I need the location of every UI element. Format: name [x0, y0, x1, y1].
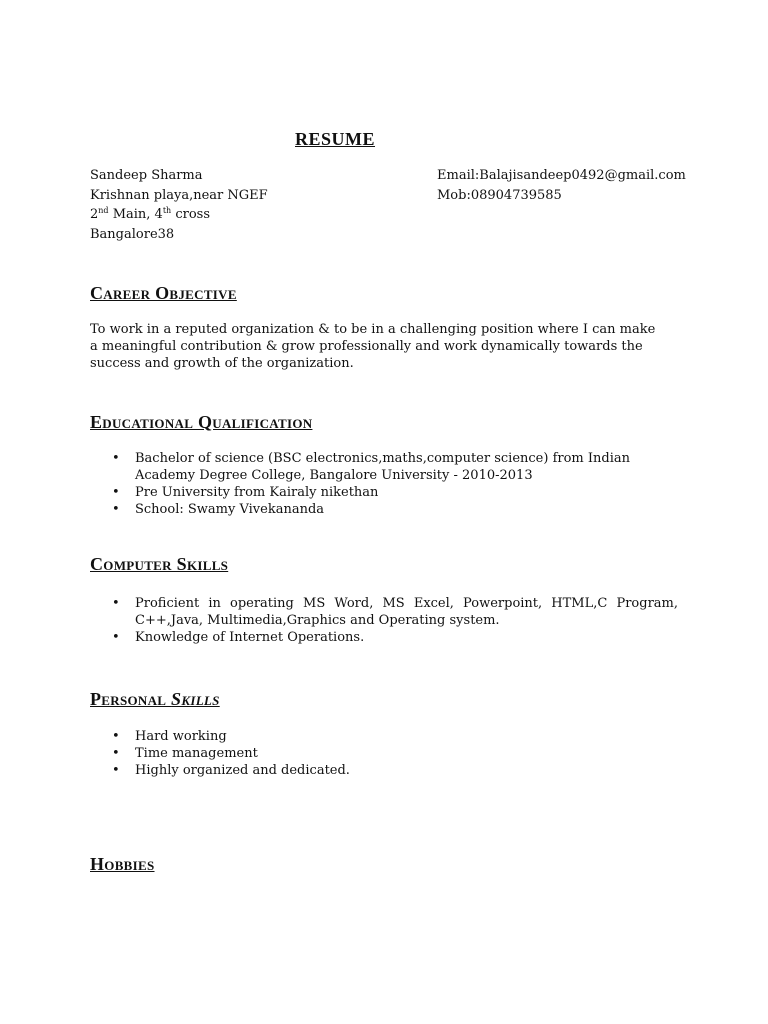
address-line-2: 2nd Main, 4th cross — [90, 206, 210, 222]
list-item: • Highly organized and dedicated. — [112, 763, 350, 778]
mobile-text: Mob:08904739585 — [437, 187, 562, 203]
list-item: • Proficient in operating MS Word, MS Excel, Powerpoint, HTML,C Program, C++,Java, Multimedia,Graphics and Operating system. — [112, 596, 678, 628]
resume-title: RESUME — [295, 129, 376, 149]
candidate-name: Sandeep Sharma — [90, 168, 203, 183]
list-item: • Knowledge of Internet Operations. — [112, 630, 365, 645]
list-item: • Pre University from Kairaly nikethan — [112, 485, 379, 500]
career-objective-text: To work in a reputed organization & to be in a challenging position where I can make a meaningful contribution & grow professionally and work dynamically towards the success and growth of the organization. — [90, 322, 656, 371]
address-city: Bangalore38 — [90, 226, 175, 242]
list-item: • Time management — [112, 746, 258, 761]
education-heading: Educational Qualification — [90, 412, 313, 432]
contact-address-block — [90, 166, 268, 244]
contact-info-block — [437, 166, 686, 205]
address-line-1: Krishnan playa,near NGEF — [90, 187, 268, 203]
education-list — [90, 450, 675, 518]
list-item: • Bachelor of science (BSC electronics,maths,computer science) from Indian Academy Degree College, Bangalore University - 2010-2013 — [112, 451, 630, 483]
hobbies-heading: Hobbies — [90, 854, 155, 874]
list-item: • School: Swamy Vivekananda — [112, 502, 325, 517]
computer-skills-list — [90, 595, 678, 646]
list-item: • Hard working — [112, 729, 227, 744]
email-text: Email:Balajisandeep0492@gmail.com — [437, 168, 686, 183]
personal-skills-heading: Personal Skills — [90, 689, 220, 709]
computer-skills-heading: Computer Skills — [90, 554, 229, 574]
personal-skills-list — [90, 728, 680, 779]
career-objective-heading: Career Objective — [90, 283, 237, 303]
